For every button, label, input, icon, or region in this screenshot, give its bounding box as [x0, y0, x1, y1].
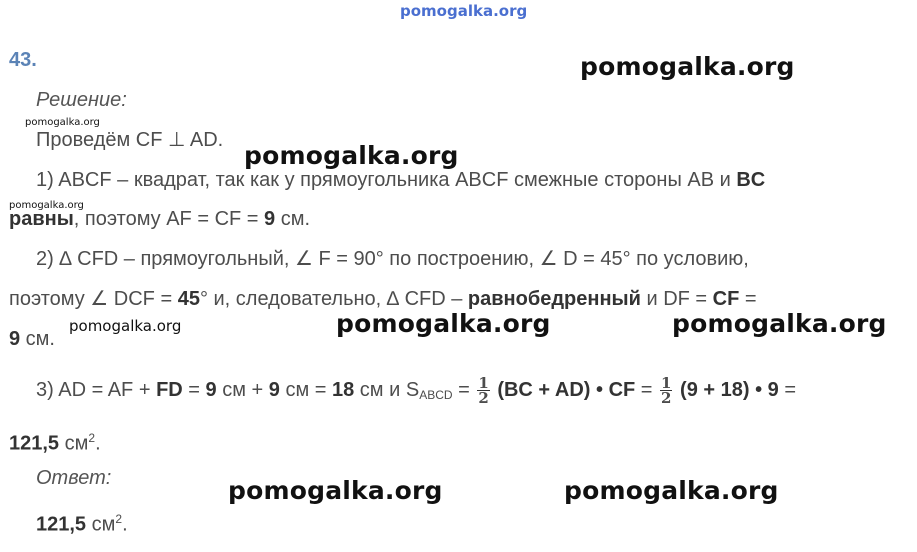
line-8: 121,5 $см^2$. — [9, 431, 101, 455]
watermark-small-2: pomogalka.org — [9, 200, 84, 211]
line-5: поэтому ∠ DCF = 45° и, следовательно, ∆ CFD – равнобедренный и DF = CF = — [9, 288, 757, 310]
line-7: 3) AD = AF + FD = 9 см + 9 см = 18 см и $S_{ABCD}$ = $\frac{1}{2}$ (BC + AD) • CF = $\frac{1}{2}$ (9 + 18) • 9 = — [36, 374, 797, 407]
problem-number: 43. — [9, 49, 37, 71]
watermark-2: pomogalka.org — [244, 141, 459, 170]
watermark-5: pomogalka.org — [228, 476, 443, 505]
fraction-1: $\frac{1}{2}$ — [478, 374, 489, 407]
line-4: 2) ∆ CFD – прямоугольный, ∠ F = 90° по построению, ∠ D = 45° по условию, — [36, 248, 749, 270]
watermark-top: pomogalka.org — [400, 2, 528, 20]
line-1: Проведём CF ⊥ AD. — [36, 129, 224, 151]
fraction-2: $\frac{1}{2}$ — [661, 374, 672, 407]
watermark-4: pomogalka.org — [672, 309, 887, 338]
watermark-3: pomogalka.org — [336, 309, 551, 338]
watermark-small-1: pomogalka.org — [25, 117, 100, 128]
answer-value: 121,5 $см^2$. — [36, 512, 128, 536]
line-6: 9 см. — [9, 328, 55, 350]
solution-label: Решение: — [36, 89, 127, 111]
watermark-1: pomogalka.org — [580, 52, 795, 81]
answer-label: Ответ: — [36, 467, 112, 489]
watermark-6: pomogalka.org — [564, 476, 779, 505]
line-2: 1) ABCF – квадрат, так как у прямоугольника ABCF смежные стороны AB и BC — [36, 169, 766, 191]
watermark-small-3: pomogalka.org — [69, 317, 182, 335]
line-3: равны, поэтому AF = CF = 9 см. — [9, 208, 311, 230]
